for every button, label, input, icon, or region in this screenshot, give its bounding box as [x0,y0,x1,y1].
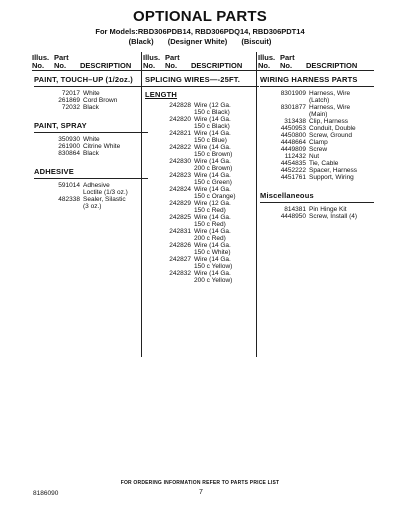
header-rule [143,70,259,71]
column-header: Illus. Part No. No. DESCRIPTION [258,53,358,70]
models-line: For Models:RBD306PDB14, RBD306PDQ14, RBD306PDT14 [95,27,305,36]
page-title: OPTIONAL PARTS [133,8,267,25]
list-item: 72017 White [61,90,100,97]
list-item: 8301877 Harness, Wire [280,104,351,111]
list-item: 591014 Adhesive [58,182,110,189]
list-item: 242828 Wire (12 Ga. [169,102,231,109]
list-item: 72032 Black [61,104,99,111]
list-item: 242820 Wire (14 Ga. [169,116,231,123]
list-item: 4448950 Screw, Install (4) [280,213,358,220]
document-number: 8186090 [33,490,59,497]
list-item: 112432 Nut [284,153,320,160]
list-item: Loctite (1/3 oz.) [83,189,128,196]
list-item: 150 c Red) [194,207,226,214]
list-item: (Main) [309,111,328,118]
list-item: 242832 Wire (14 Ga. [169,270,231,277]
list-item: 261900 Citrine White [58,143,121,150]
list-item: 814381 Pin Hinge Kit [284,206,347,213]
list-item: 150 c Orange) [194,193,236,200]
parts-column-3 [258,52,374,357]
parts-column-2 [143,52,259,357]
list-item: 150 c Red) [194,221,226,228]
list-item: 313438 Clip, Harness [284,118,349,125]
header-rule [32,70,148,71]
header-rule [258,70,374,71]
section-title-wiring-harness: WIRING HARNESS PARTS [260,75,374,87]
section-title-paint-touchup: PAINT, TOUCH–UP (1/2oz.) [34,75,148,87]
list-item: 150 c Yellow) [194,263,233,270]
list-item: 242826 Wire (14 Ga. [169,242,231,249]
list-item: 242829 Wire (12 Ga. [169,200,231,207]
list-item: 242827 Wire (14 Ga. [169,256,231,263]
column-header: Illus. Part No. No. DESCRIPTION [32,53,132,70]
list-item: 4449809 Screw [280,146,328,153]
variant-black: (Black) [128,37,154,46]
section-title-splicing-wires: SPLICING WIRES—-25FT. [145,75,259,87]
list-item: 150 c Brown) [194,151,233,158]
list-item: 150 c Black) [194,109,230,116]
list-item: 200 c Yellow) [194,277,233,284]
list-item: 4452222 Spacer, Harness [280,167,358,174]
variant-biscuit: (Biscuit) [241,37,272,46]
list-item: 4451761 Support, Wiring [280,174,354,181]
page-number: 7 [199,489,203,496]
list-item: 830864 Black [58,150,99,157]
list-item: 242830 Wire (14 Ga. [169,158,231,165]
list-item: 242822 Wire (14 Ga. [169,144,231,151]
list-item: 150 c Black) [194,123,230,130]
list-item: 242824 Wire (14 Ga. [169,186,231,193]
parts-column-1 [32,52,148,357]
list-item: 4450953 Conduit, Double [280,125,356,132]
list-item: 482338 Sealer, Silastic [58,196,126,203]
list-item: 261869 Cord Brown [58,97,118,104]
list-item: 150 c Blue) [194,137,227,144]
column-header: Illus. Part No. No. DESCRIPTION [143,53,243,70]
list-item: 4448664 Clamp [280,139,328,146]
list-item: 242825 Wire (14 Ga. [169,214,231,221]
list-item: 150 c Green) [194,179,232,186]
list-item: 200 c Brown) [194,165,233,172]
list-item: (Latch) [309,97,330,104]
ordering-note: FOR ORDERING INFORMATION REFER TO PARTS PRICE LIST [120,480,280,486]
list-item: 242821 Wire (14 Ga. [169,130,231,137]
list-item: 8301909 Harness, Wire [280,90,351,97]
list-item: 242831 Wire (14 Ga. [169,228,231,235]
section-title-miscellaneous: Miscellaneous [260,191,374,203]
list-item: 150 c White) [194,249,231,256]
list-item: 200 c Red) [194,235,226,242]
section-subtitle-length: LENGTH [145,90,178,99]
section-title-adhesive: ADHESIVE [34,167,148,179]
list-item: 242823 Wire (14 Ga. [169,172,231,179]
model-variants [0,37,400,46]
variant-designer-white: (Designer White) [167,37,228,46]
section-title-paint-spray: PAINT, SPRAY [34,121,148,133]
list-item: 4450800 Screw, Ground [280,132,352,139]
list-item: (3 oz.) [83,203,102,210]
list-item: 350930 White [58,136,100,143]
list-item: 4454835 Tie, Cable [280,160,339,167]
